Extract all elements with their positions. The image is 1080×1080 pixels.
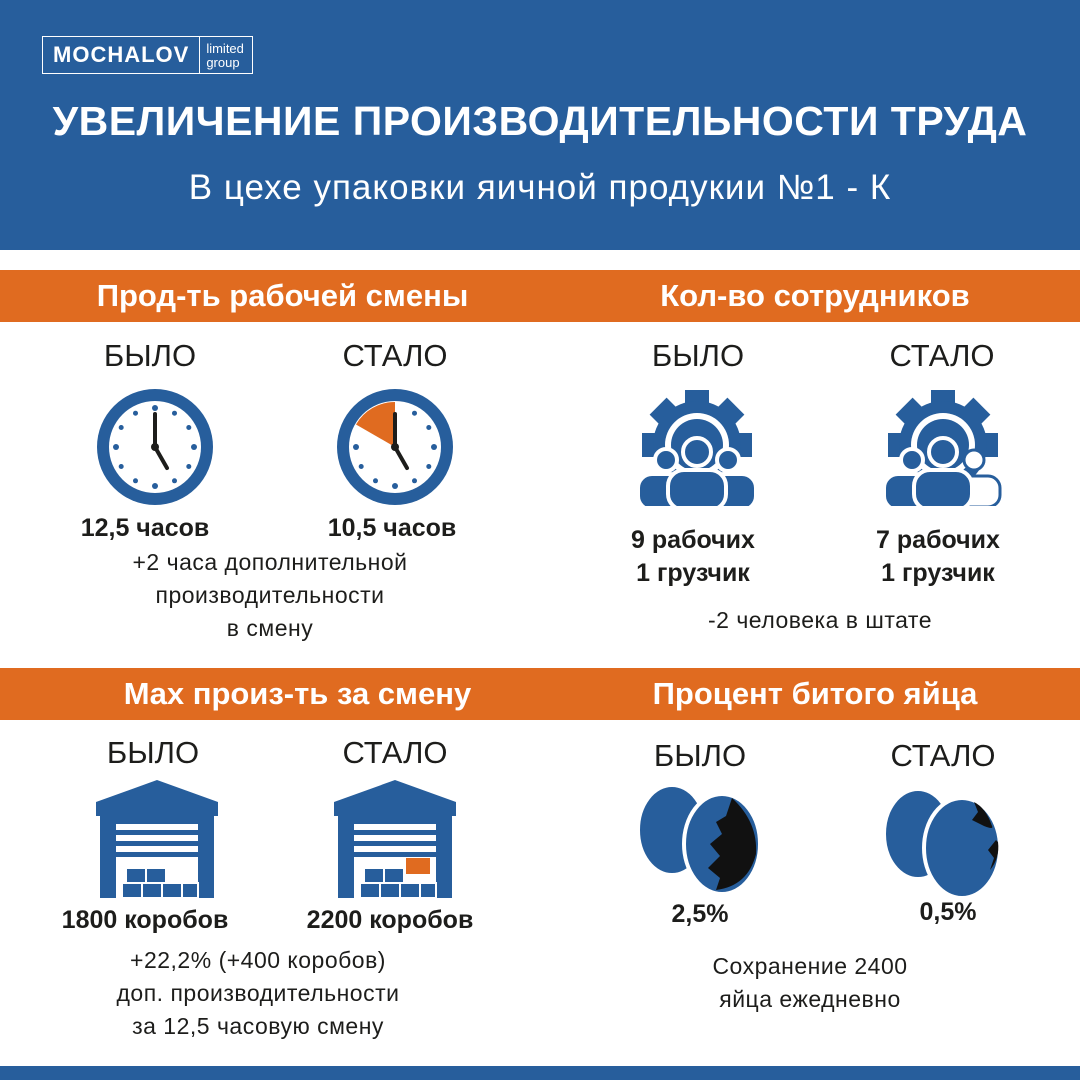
output-before-value: 1800 коробов <box>61 906 229 934</box>
section-band-bottom <box>0 668 1080 720</box>
eggs-note-line-1: Сохранение 2400 <box>712 953 908 979</box>
shift-note <box>60 546 480 645</box>
company-logo <box>42 36 253 74</box>
header-banner <box>0 0 1080 250</box>
section-title-broken-eggs: Процент битого яйца <box>652 676 978 711</box>
eggs-after-label: СТАЛО <box>890 738 996 773</box>
eggs-before-value: 2,5% <box>671 900 729 928</box>
broken-eggs-icon <box>636 782 764 894</box>
team-gear-reduced-icon <box>878 390 1008 510</box>
team-gear-icon <box>632 390 762 510</box>
staff-before-value <box>573 524 813 590</box>
output-after-label: СТАЛО <box>342 735 448 770</box>
output-note <box>48 944 468 1043</box>
output-note-line-3: за 12,5 часовую смену <box>132 1013 384 1039</box>
logo-brand: MOCHALOV <box>43 37 200 73</box>
section-title-staff: Кол-во сотрудников <box>660 278 970 313</box>
shift-after-value: 10,5 часов <box>327 514 457 542</box>
staff-after-label: СТАЛО <box>889 338 995 373</box>
logo-sub-line-2: group <box>206 55 240 70</box>
page-title: УВЕЛИЧЕНИЕ ПРОИЗВОДИТЕЛЬНОСТИ ТРУДА <box>52 98 1028 144</box>
warehouse-icon <box>96 780 218 898</box>
eggs-note <box>600 950 1020 1016</box>
staff-after-line-2: 1 грузчик <box>881 559 995 587</box>
shift-note-line-1: +2 часа дополнительной <box>132 549 408 575</box>
eggs-after-value: 0,5% <box>919 898 977 926</box>
output-after-value: 2200 коробов <box>306 906 474 934</box>
eggs-note-line-2: яйца ежедневно <box>719 986 901 1012</box>
staff-before-label: БЫЛО <box>651 338 745 373</box>
clock-icon <box>92 384 218 510</box>
shift-before-value: 12,5 часов <box>80 514 210 542</box>
shift-note-line-2: производительности <box>155 582 385 608</box>
staff-before-line-2: 1 грузчик <box>636 559 750 587</box>
logo-subtext <box>200 37 252 73</box>
shift-before-label: БЫЛО <box>103 338 197 373</box>
staff-after-line-1: 7 рабочих <box>876 526 1000 554</box>
output-before-label: БЫЛО <box>106 735 200 770</box>
output-note-line-1: +22,2% (+400 коробов) <box>130 947 386 973</box>
shift-after-label: СТАЛО <box>342 338 448 373</box>
section-title-max-output: Max произ-ть за смену <box>123 676 472 711</box>
logo-sub-line-1: limited <box>206 41 244 56</box>
clock-reduced-icon <box>332 384 458 510</box>
staff-note: -2 человека в штате <box>707 607 932 633</box>
output-note-line-2: доп. производительности <box>116 980 400 1006</box>
staff-after-value <box>818 524 1058 590</box>
warehouse-plus-icon <box>334 780 456 898</box>
footer-bar <box>0 1066 1080 1080</box>
eggs-before-label: БЫЛО <box>653 738 747 773</box>
staff-before-line-1: 9 рабочих <box>631 526 755 554</box>
shift-note-line-3: в смену <box>226 615 314 641</box>
section-band-top <box>0 270 1080 322</box>
slightly-broken-eggs-icon <box>882 786 1010 898</box>
page-subtitle: В цехе упаковки яичной продукии №1 - К <box>188 168 892 207</box>
section-title-shift-productivity: Прод-ть рабочей смены <box>96 278 469 313</box>
